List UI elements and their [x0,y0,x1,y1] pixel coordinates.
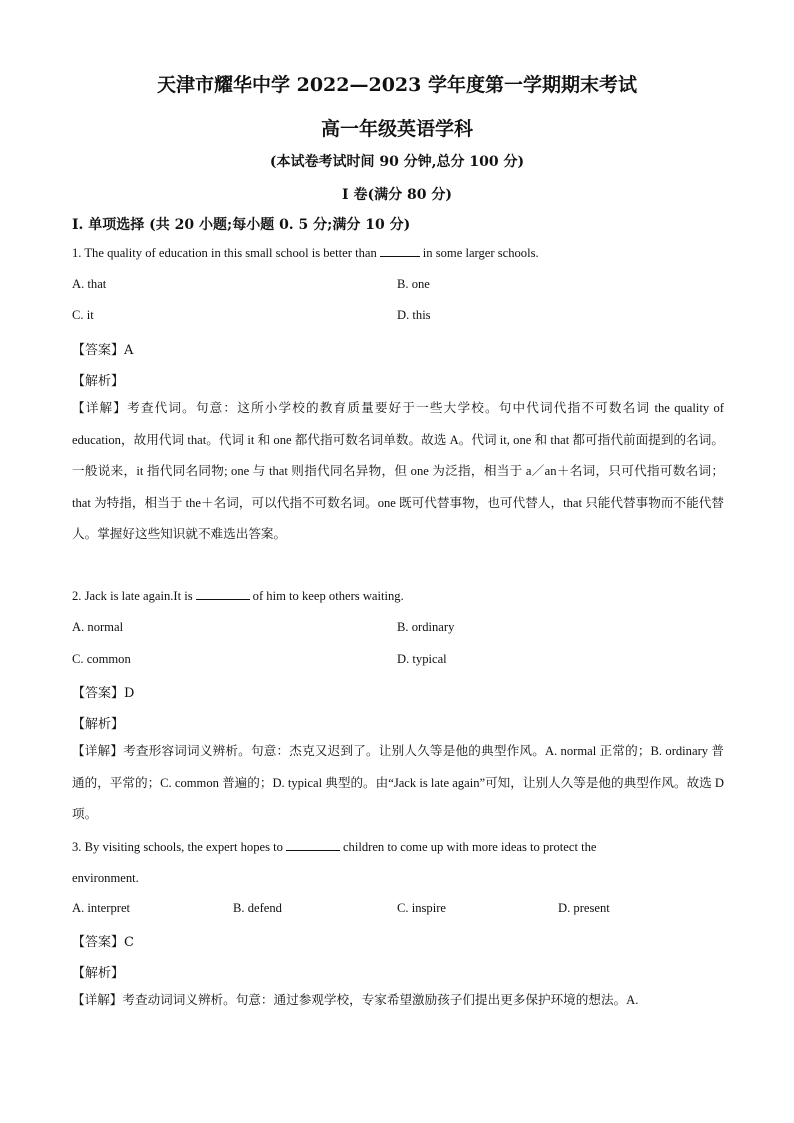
question-1-detail: 【详解】考查代词。句意：这所小学校的教育质量要好于一些大学校。句中代词代指不可数名词 the quality of education，故用代词 that。代词 it 和 one 都代指可数名词单数。故选 A。代词 it, one 和 that 都可指代前面提到的名词。一般说来，it 指代同名同物; one 与 that 则指代同名异物，但 one 为泛指，相当于 a／an＋名词，只可代指可数名词；that 为特指，相当于 the＋名词，可以代指不可数名词。one 既可代替事物，也可代替人，that 只能代替事物而不能代替人。掌握好这些知识就不难选出答案。 [72,401,724,541]
question-1-option-a: A. that [72,277,107,291]
question-1-stem-before: 1. The quality of education in this small school is better than [72,246,377,260]
question-3-option-d: D. present [558,901,610,915]
question-3-analysis-label: 【解析】 [72,966,125,981]
exam-title: 天津市耀华中学 2022—2023 学年度第一学期期末考试 [157,74,637,96]
question-2-stem [72,587,404,605]
question-1-option-c: C. it [72,308,94,322]
exam-info: (本试卷考试时间 90 分钟,总分 100 分) [269,154,525,170]
question-3-stem-before: 3. By visiting schools, the expert hopes to [72,840,283,854]
question-2-stem-after: of him to keep others waiting. [252,589,404,603]
question-2-option-a: A. normal [72,620,124,634]
question-1-option-d: D. this [397,308,431,322]
question-1-stem-after: in some larger schools. [422,246,539,260]
question-3-detail: 【详解】考查动词词义辨析。句意：通过参观学校，专家希望激励孩子们提出更多保护环境的想法。A. [72,993,639,1007]
question-1-analysis-label: 【解析】 [72,374,125,389]
question-2-option-b: B. ordinary [397,620,455,634]
question-3-answer: 【答案】C [72,935,134,950]
exam-subtitle: 高一年级英语学科 [320,118,473,140]
question-2-detail: 【详解】考查形容词词义辨析。句意：杰克又迟到了。让别人久等是他的典型作风。A. normal 正常的；B. ordinary 普通的，平常的；C. common 普遍的；D. typical 典型的。由“Jack is late again”可知，让别人久等是他的典型作风。故选 D 项。 [72,744,725,821]
question-1-answer: 【答案】A [72,343,134,358]
question-3-stem [72,838,597,856]
question-2-answer: 【答案】D [72,686,135,701]
section-heading: I. 单项选择 (共 20 小题;每小题 0. 5 分;满分 10 分) [72,217,411,233]
blank-line [196,598,250,600]
question-3-option-c: C. inspire [397,901,446,915]
blank-line [286,849,340,851]
blank-line [380,255,420,257]
volume-heading: Ⅰ 卷(满分 80 分) [342,187,452,203]
question-1-option-b: B. one [397,277,430,291]
question-2-option-c: C. common [72,652,131,666]
question-2-analysis-label: 【解析】 [72,717,125,732]
question-3-option-a: A. interpret [72,901,131,915]
question-3-option-b: B. defend [233,901,282,915]
question-2-stem-before: 2. Jack is late again.It is [72,589,193,603]
question-2-option-d: D. typical [397,652,447,666]
question-1-stem [72,244,539,262]
question-3-stem-after: children to come up with more ideas to protect the [342,840,597,854]
question-3-stem-line2: environment. [72,871,139,885]
